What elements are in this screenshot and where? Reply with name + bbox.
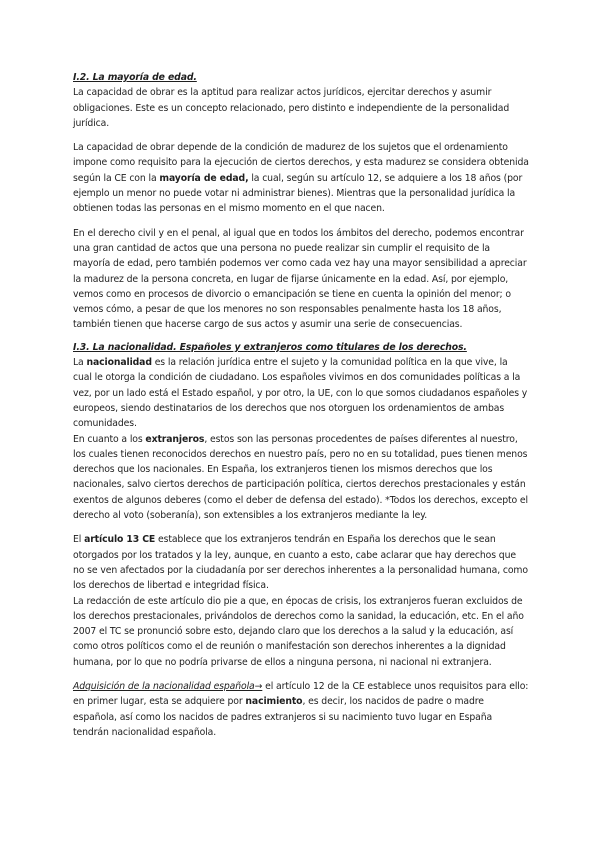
bold-term-extranjeros: extranjeros <box>145 433 205 445</box>
section-heading-nacionalidad: I.3. La nacionalidad. Españoles y extranjeros como titulares de los derechos. <box>73 341 467 353</box>
text-run: El <box>73 534 85 546</box>
paragraph-redaccion-articulo: La redacción de este artículo dio pie a que, en épocas de crisis, los extranjeros fueran excluidos de los derechos prestacionales, privándolos de derechos como la sanidad, la educación, etc. En el año 2007 el TC se pronunció sobre esto, dejando claro que los derechos a la salud y la educación, así como otros políticos como el de reunión o manifestación son derechos inherentes a la dignidad humana, por lo que no podría privarse de ellos a ninguna persona, ni nacional ni extranjera. <box>73 595 524 668</box>
paragraph-extranjeros <box>73 432 529 524</box>
document-page <box>73 70 529 740</box>
paragraph-capacidad-obrar: La capacidad de obrar es la aptitud para realizar actos jurídicos, ejercitar derechos y asumir obligaciones. Este es un concepto relacionado, pero distinto e independiente de la personalidad jurídica. <box>73 87 510 129</box>
text-run: establece que los extranjeros tendrán en España los derechos que le sean otorgados por los tratados y la ley, aunque, en cuanto a esto, cabe aclarar que hay derechos que no se ven afectados por la ciudadanía por ser derechos inherentes a la personalidad humana, como los derechos de libertad e integridad física. <box>73 534 528 592</box>
paragraph-adquisicion-nacionalidad <box>73 679 529 740</box>
text-run: el artículo 12 de la CE establece unos requisitos para ello: en primer lugar, esta se adquiere por <box>73 680 529 708</box>
text-run: La <box>73 357 87 369</box>
text-run: la cual, según su artículo 12, se adquiere a los 18 años (por ejemplo un menor no puede votar ni administrar bienes). Mientras que la personalidad jurídica la obtienen todas las personas en el mismo momento en el que nacen. <box>73 172 523 215</box>
bold-term-nacimiento: nacimiento <box>245 696 303 708</box>
paragraph-nacionalidad <box>73 355 529 431</box>
bold-term-nacionalidad: nacionalidad <box>86 357 152 369</box>
bold-term-articulo-13: artículo 13 CE <box>84 534 156 546</box>
section-heading-mayoria-edad: I.2. La mayoría de edad. <box>73 72 197 83</box>
text-run: , estos son las personas procedentes de países diferentes al nuestro, los cuales tienen reconocidos derechos en nuestro país, pero no en su totalidad, pues tienen menos derechos que los nacionales. En España, los extranjeros tienen los mismos derechos que los nacionales, salvo ciertos derechos de participación política, ciertos derechos prestacionales y están exentos de algunos deberes (como el deber de defensa del estado). *Todos los derechos, excepto el derecho al voto (soberanía), son extensibles a los extranjeros mediante la ley. <box>73 433 528 522</box>
bold-term-mayoria-edad: mayoría de edad, <box>159 172 249 184</box>
text-run: La capacidad de obrar depende de la condición de madurez de los sujetos que el ordenamiento impone como requisito para la ejecución de ciertos derechos, y esta madurez se considera obtenida según la CE con la <box>73 142 529 184</box>
text-run: es la relación jurídica entre el sujeto y la comunidad política en la que vive, la cual le otorga la condición de ciudadano. Los españoles vivimos en dos comunidades políticas a la vez, por un lado está el Estado español, y por otro, la UE, con lo que somos ciudadanos españoles y europeos, siendo destinatarios de los derechos que nos otorguen los ordenamientos de ambas comunidades. <box>73 357 528 430</box>
paragraph-articulo-13 <box>73 532 529 593</box>
text-run: En cuanto a los <box>73 433 146 445</box>
text-run: , es decir, los nacidos de padre o madre española, así como los nacidos de padres extranjeros si su nacimiento tuvo lugar en España tendrán nacionalidad española. <box>73 696 493 738</box>
italic-underlined-term-adquisicion: Adquisición de la nacionalidad española→ <box>73 680 263 692</box>
paragraph-madurez <box>73 140 529 216</box>
paragraph-derecho-civil-penal: En el derecho civil y en el penal, al igual que en todos los ámbitos del derecho, podemos encontrar una gran cantidad de actos que una persona no puede realizar sin cumplir el requisito de la mayoría de edad, pero también podemos ver como cada vez hay una mayor sensibilidad a apreciar la madurez de la persona concreta, en lugar de fijarse únicamente en la edad. Así, por ejemplo, vemos como en procesos de divorcio o emancipación se tiene en cuenta la opinión del menor; o vemos cómo, a pesar de que los menores no son responsables penalmente hasta los 18 años, también tienen que hacerse cargo de sus actos y asumir una serie de consecuencias. <box>73 227 527 331</box>
